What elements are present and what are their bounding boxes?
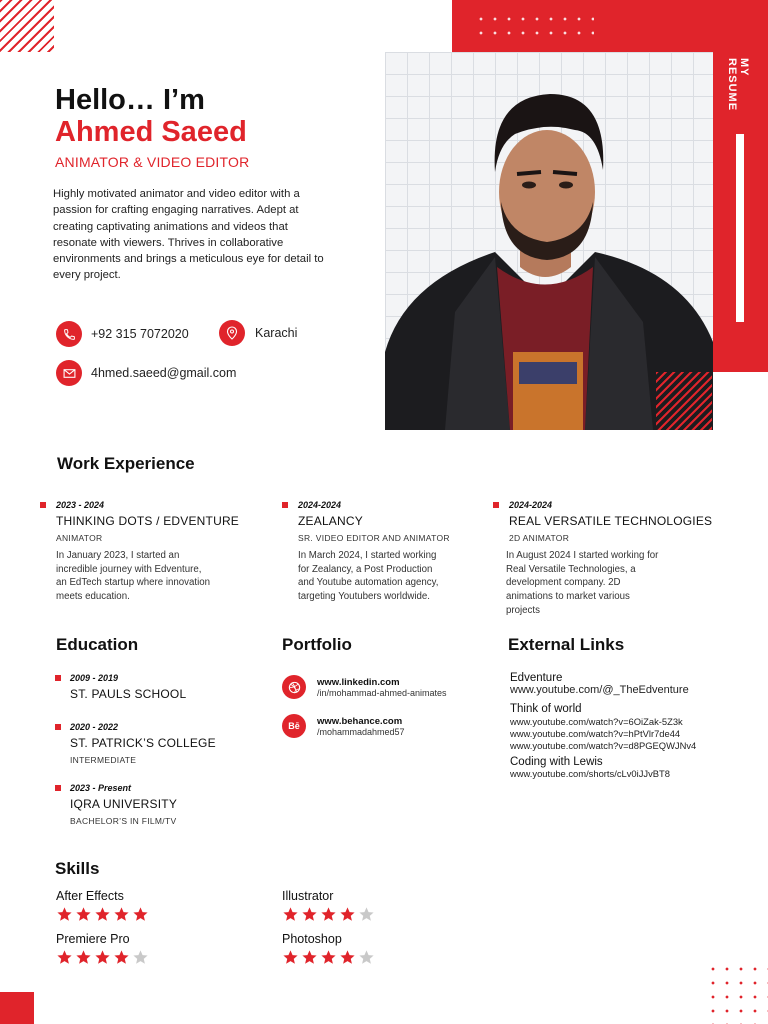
external-group-name: Coding with Lewis — [510, 756, 603, 768]
education-level: BACHELOR’S IN FILM/TV — [70, 816, 177, 826]
work-description: In August 2024 I started working for Real Versatile Technologies, a development company. 2D animations to market various projects — [506, 550, 659, 616]
dribbble-icon — [282, 675, 306, 699]
bullet-marker — [55, 675, 61, 681]
star-filled-icon — [94, 949, 111, 966]
education-school: IQRA UNIVERSITY — [70, 797, 178, 811]
star-filled-icon — [113, 906, 130, 923]
dot-pattern — [474, 12, 594, 42]
portfolio-section-title: Portfolio — [282, 635, 352, 654]
work-position: SR. VIDEO EDITOR AND ANIMATOR — [298, 533, 450, 543]
education-date: 2009 - 2019 — [70, 673, 119, 683]
star-filled-icon — [75, 949, 92, 966]
bullet-marker — [40, 502, 46, 508]
external-links-list — [510, 672, 760, 779]
bullet-marker — [282, 502, 288, 508]
star-filled-icon — [113, 949, 130, 966]
star-empty-icon — [358, 906, 375, 923]
external-group-name: Think of world — [510, 703, 582, 715]
star-filled-icon — [320, 906, 337, 923]
skill-rating — [56, 906, 149, 923]
phone-icon — [56, 321, 82, 347]
star-filled-icon — [282, 906, 299, 923]
profile-summary: Highly motivated animator and video editor with a passion for crafting engaging narratives. Adept at creating captivating animations and videos that resonate with viewers. Thrives in collaborative environments and brings a meticulous eye for detail to every project. — [53, 188, 324, 282]
portfolio-link-behance[interactable] — [282, 714, 405, 738]
behance-icon: Bē — [282, 714, 306, 738]
bullet-marker — [493, 502, 499, 508]
skill-name: After Effects — [56, 889, 124, 903]
education-date: 2023 - Present — [70, 783, 132, 793]
star-filled-icon — [94, 906, 111, 923]
corner-red-square — [0, 992, 34, 1024]
education-item — [55, 673, 275, 701]
work-org: ZEALANCY — [298, 514, 363, 528]
skill-name: Photoshop — [282, 932, 342, 946]
star-filled-icon — [301, 949, 318, 966]
skill-rating — [282, 906, 375, 923]
location-pin-icon — [219, 320, 245, 346]
education-school: ST. PAULS SCHOOL — [70, 687, 187, 701]
skill-name: Premiere Pro — [56, 932, 130, 946]
full-name: Ahmed Saeed — [55, 116, 247, 148]
work-item — [493, 500, 753, 618]
bullet-marker — [55, 785, 61, 791]
side-white-bar — [736, 134, 744, 322]
side-tag: MY RESUME — [726, 58, 750, 112]
corner-hatch-pattern — [0, 0, 54, 52]
contact-phone — [56, 321, 189, 347]
external-link[interactable]: www.youtube.com/watch?v=d8PGEQWJNv4 — [510, 740, 697, 751]
side-red-column — [712, 52, 768, 372]
work-description: In January 2023, I started an incredible journey with Edventure, an EdTech startup where innovation meets education. — [56, 550, 211, 603]
star-filled-icon — [282, 949, 299, 966]
work-date: 2024-2024 — [509, 500, 553, 510]
external-link[interactable]: www.youtube.com/shorts/cLv0iJJvBT8 — [510, 768, 670, 779]
bullet-marker — [55, 724, 61, 730]
contact-location — [219, 320, 297, 346]
education-date: 2020 - 2022 — [70, 722, 119, 732]
job-title: ANIMATOR & VIDEO EDITOR — [55, 154, 250, 170]
work-position: ANIMATOR — [56, 533, 103, 543]
star-filled-icon — [56, 906, 73, 923]
skill-item — [282, 889, 375, 923]
external-links-section-title: External Links — [508, 635, 625, 654]
star-filled-icon — [320, 949, 337, 966]
skills-section-title: Skills — [55, 859, 100, 878]
top-red-band — [452, 0, 768, 52]
star-filled-icon — [75, 906, 92, 923]
external-group-name: Edventure — [510, 672, 563, 684]
work-org: REAL VERSATILE TECHNOLOGIES — [509, 514, 713, 528]
star-empty-icon — [132, 949, 149, 966]
mail-icon — [56, 360, 82, 386]
skill-rating — [282, 949, 375, 966]
external-link[interactable]: www.youtube.com/@_TheEdventure — [510, 684, 689, 696]
work-date: 2023 - 2024 — [56, 500, 105, 510]
email-address[interactable]: 4hmed.saeed@gmail.com — [91, 366, 237, 380]
star-empty-icon — [358, 949, 375, 966]
greeting: Hello… I’m — [55, 84, 205, 116]
work-description: In March 2024, I started working for Zealancy, a Post Production and Youtube automation agency, targeting Youtubers worldwide. — [298, 550, 439, 603]
portfolio-site: www.linkedin.com — [317, 676, 400, 688]
work-date: 2024-2024 — [298, 500, 342, 510]
work-section-title: Work Experience — [57, 454, 195, 473]
portfolio-link-linkedin[interactable] — [282, 675, 447, 699]
skill-item — [56, 889, 149, 923]
star-filled-icon — [339, 949, 356, 966]
portfolio-path: /mohammadahmed57 — [317, 726, 405, 737]
education-item — [55, 783, 275, 826]
skill-item — [282, 932, 375, 966]
work-position: 2D ANIMATOR — [509, 533, 570, 543]
work-org: THINKING DOTS / EDVENTURE — [56, 514, 240, 528]
star-filled-icon — [132, 906, 149, 923]
education-section-title: Education — [56, 635, 139, 654]
star-filled-icon — [56, 949, 73, 966]
external-link[interactable]: www.youtube.com/watch?v=6OiZak-5Z3k — [510, 716, 683, 727]
phone-number[interactable]: +92 315 7072020 — [91, 327, 189, 341]
star-filled-icon — [339, 906, 356, 923]
work-item — [282, 500, 482, 604]
education-level: INTERMEDIATE — [70, 755, 137, 765]
portfolio-path: /in/mohammad-ahmed-animates — [317, 687, 447, 698]
work-item — [40, 500, 270, 604]
education-school: ST. PATRICK’S COLLEGE — [70, 736, 216, 750]
skill-item — [56, 932, 149, 966]
external-link[interactable]: www.youtube.com/watch?v=hPtVlr7de44 — [510, 728, 681, 739]
skill-name: Illustrator — [282, 889, 334, 903]
portfolio-site: www.behance.com — [317, 715, 403, 727]
star-filled-icon — [301, 906, 318, 923]
skill-rating — [56, 949, 149, 966]
education-item — [55, 722, 275, 765]
location-text: Karachi — [255, 326, 298, 340]
contact-email — [56, 360, 236, 386]
photo-hatch-pattern — [656, 372, 712, 430]
dot-pattern-bottom — [706, 962, 768, 1024]
